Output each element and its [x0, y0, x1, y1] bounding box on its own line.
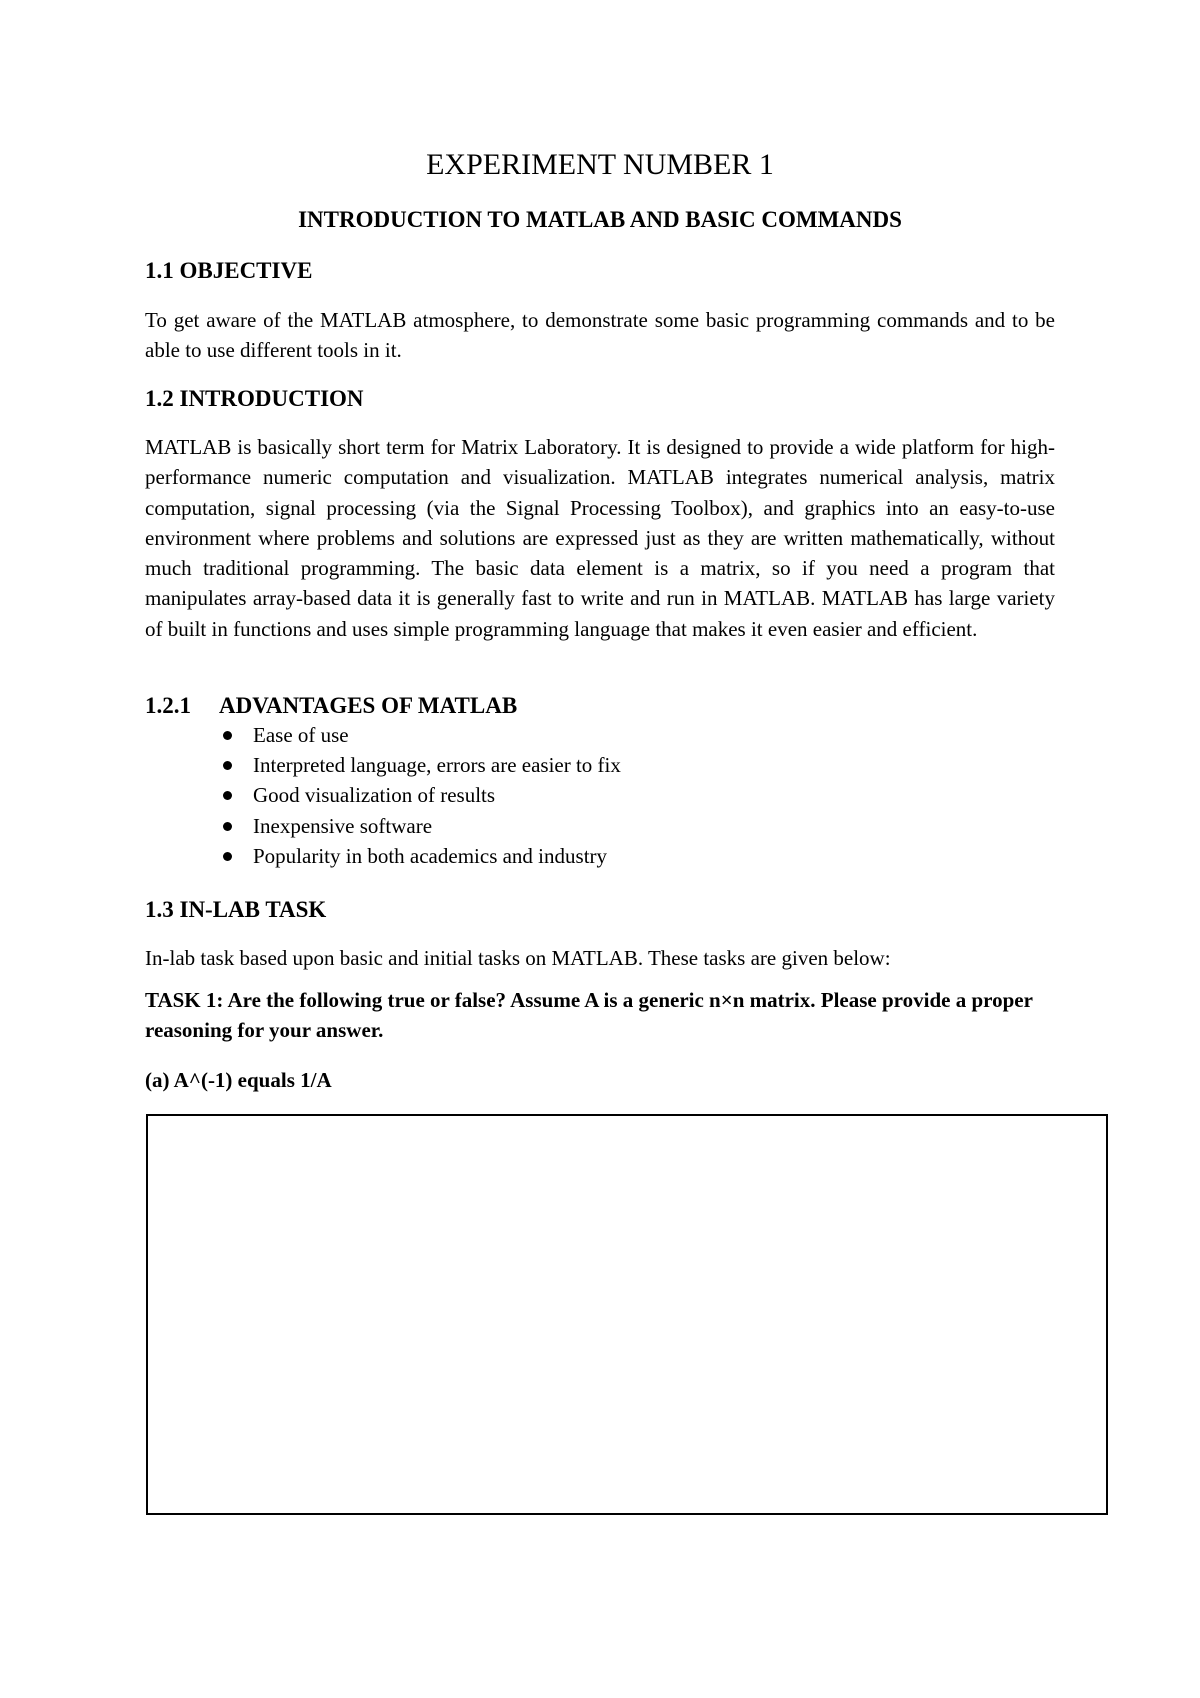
list-item: Popularity in both academics and industry: [222, 841, 621, 871]
bullet-icon: [223, 761, 232, 770]
bullet-icon: [223, 822, 232, 831]
bullet-icon: [223, 852, 232, 861]
bullet-icon: [223, 731, 232, 740]
advantages-list: [222, 720, 621, 871]
task-1-part-a: (a) A^(-1) equals 1/A: [145, 1068, 332, 1092]
task-1-question: TASK 1: Are the following true or false? Assume A is a generic n×n matrix. Please provide a proper reasoning for your answer.: [145, 988, 1033, 1042]
answer-box[interactable]: [146, 1114, 1108, 1515]
list-item: Ease of use: [222, 720, 621, 750]
introduction-heading: 1.2 INTRODUCTION: [145, 386, 364, 411]
list-item: Interpreted language, errors are easier to fix: [222, 750, 621, 780]
experiment-title: EXPERIMENT NUMBER 1: [426, 148, 774, 181]
advantages-heading: [145, 691, 517, 721]
experiment-subtitle: INTRODUCTION TO MATLAB AND BASIC COMMANDS: [298, 207, 902, 232]
inlab-text: In-lab task based upon basic and initial tasks on MATLAB. These tasks are given below:: [145, 946, 891, 970]
inlab-heading: 1.3 IN-LAB TASK: [145, 897, 327, 922]
introduction-text: MATLAB is basically short term for Matrix Laboratory. It is designed to provide a wide platform for high-performance numeric computation and visualization. MATLAB integrates numerical analysis, matrix computation, signal processing (via the Signal Processing Toolbox), and graphics into an easy-to-use environment where problems and solutions are expressed just as they are written mathematically, without much traditional programming. The basic data element is a matrix, so if you need a program that manipulates array-based data it is generally fast to write and run in MATLAB. MATLAB has large variety of built in functions and uses simple programming language that makes it even easier and efficient.: [145, 435, 1055, 641]
objective-text: To get aware of the MATLAB atmosphere, to demonstrate some basic programming commands and to be able to use different tools in it.: [145, 308, 1055, 363]
bullet-icon: [223, 791, 232, 800]
objective-heading: 1.1 OBJECTIVE: [145, 258, 313, 283]
list-item: Inexpensive software: [222, 811, 621, 841]
advantages-number: 1.2.1: [145, 693, 191, 718]
list-item: Good visualization of results: [222, 780, 621, 810]
advantages-title: ADVANTAGES OF MATLAB: [219, 693, 518, 718]
